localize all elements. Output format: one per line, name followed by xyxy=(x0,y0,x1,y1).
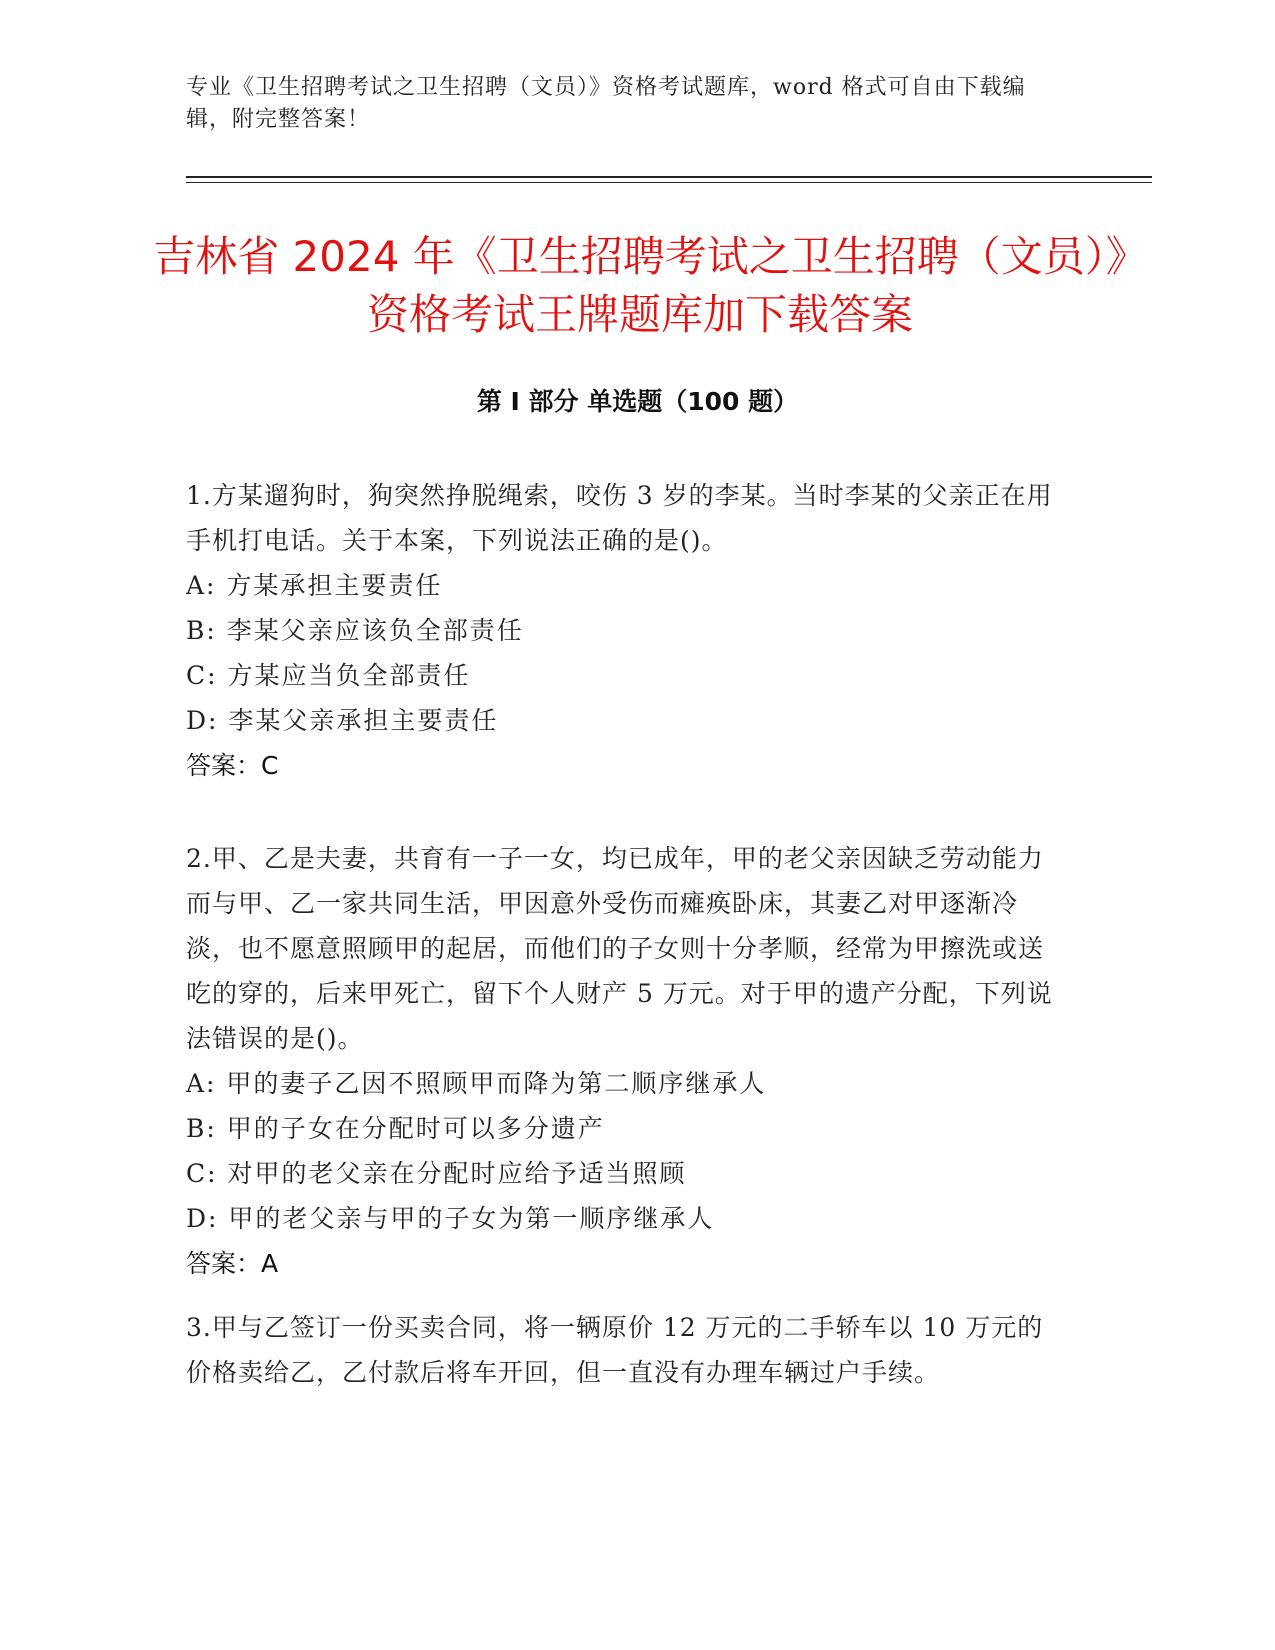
answer-line: 答案：C xyxy=(186,751,279,780)
question-stem: 1.方某遛狗时，狗突然挣脱绳索，咬伤 3 岁的李某。当时李某的父亲正在用手机打电话。关于本案，下列说法正确的是()。 xyxy=(186,481,1053,555)
question-stem: 2.甲、乙是夫妻，共育有一子一女，均已成年，甲的老父亲因缺乏劳动能力而与甲、乙一家共同生活，甲因意外受伤而瘫痪卧床，其妻乙对甲逐渐冷淡，也不愿意照顾甲的起居，而他们的子女则十分孝顺，经常为甲擦洗或送吃的穿的，后来甲死亡，留下个人财产 5 万元。对于甲的遗产分配，下列说法错误的是()。 xyxy=(186,844,1053,1053)
header-note: 专业《卫生招聘考试之卫生招聘（文员）》资格考试题库，word 格式可自由下载编辑，附完整答案！ xyxy=(186,75,1026,132)
document-title: 吉林省 2024 年《卫生招聘考试之卫生招聘（文员）》资格考试王牌题库加下载答案 xyxy=(153,232,1127,339)
option-b: B: 甲的子女在分配时可以多分遗产 xyxy=(186,1114,605,1143)
header-divider-thin xyxy=(186,182,1152,183)
section-title: 第 I 部分 单选题（100 题） xyxy=(476,387,799,416)
question-stem: 3.甲与乙签订一份买卖合同，将一辆原价 12 万元的二手轿车以 10 万元的价格卖给乙，乙付款后将车开回，但一直没有办理车辆过户手续。 xyxy=(186,1313,1044,1387)
question-1 xyxy=(186,473,1066,788)
question-3 xyxy=(186,1305,1066,1395)
answer-line: 答案：A xyxy=(186,1249,279,1278)
option-a: A: 方某承担主要责任 xyxy=(186,571,443,600)
header-divider-thick xyxy=(186,176,1152,178)
option-a: A: 甲的妻子乙因不照顾甲而降为第二顺序继承人 xyxy=(186,1069,767,1098)
option-d: D: 甲的老父亲与甲的子女为第一顺序继承人 xyxy=(186,1204,715,1233)
option-c: C: 方某应当负全部责任 xyxy=(186,661,471,690)
option-d: D: 李某父亲承担主要责任 xyxy=(186,706,499,735)
option-b: B: 李某父亲应该负全部责任 xyxy=(186,616,524,645)
option-c: C: 对甲的老父亲在分配时应给予适当照顾 xyxy=(186,1159,687,1188)
question-2 xyxy=(186,836,1066,1286)
